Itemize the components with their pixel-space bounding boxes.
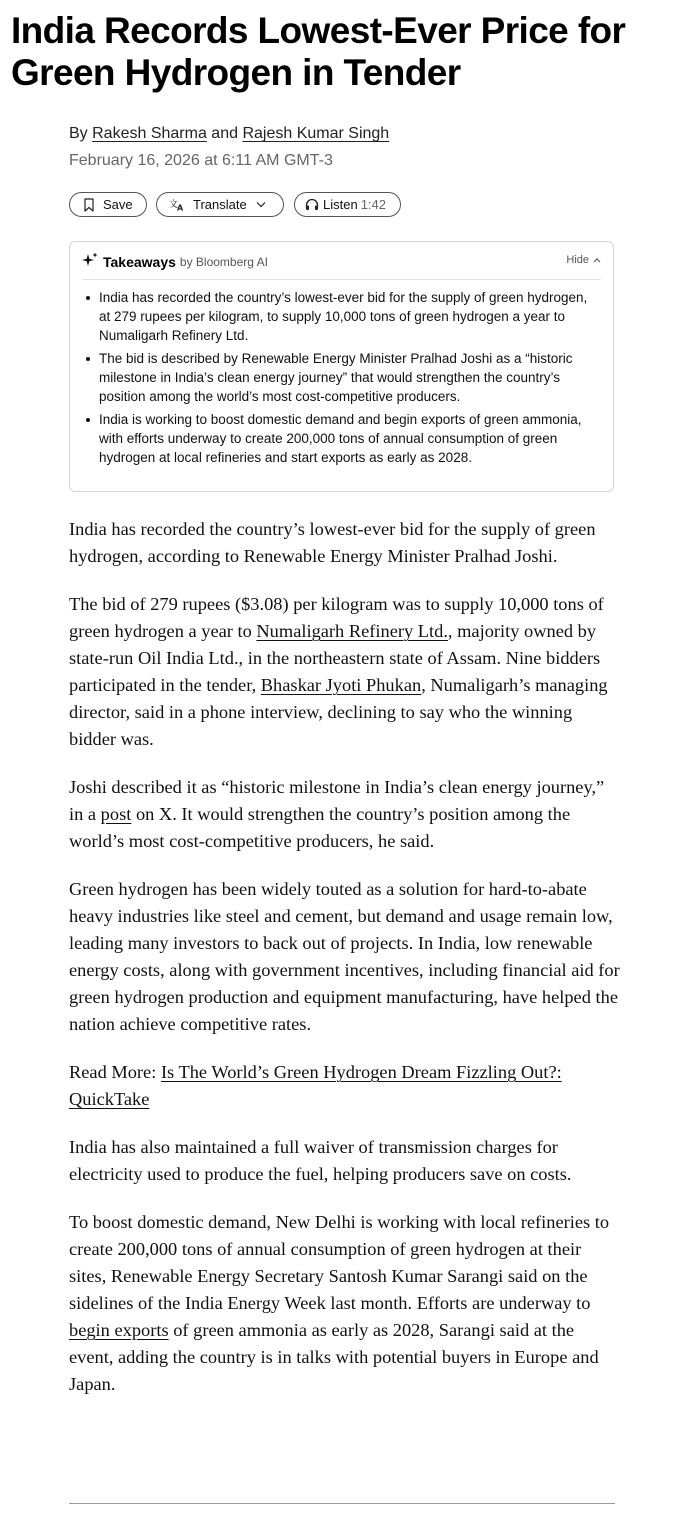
takeaways-list — [82, 288, 592, 471]
paragraph-text: on X. It would strengthen the country’s position among the world’s most cost-competitive producers, he said. — [69, 804, 571, 851]
read-more-prefix: Read More: — [69, 1062, 161, 1082]
hide-label: Hide — [566, 254, 589, 266]
takeaway-item: India has recorded the country’s lowest-ever bid for the supply of green hydrogen, at 279 rupees per kilogram, to supply 10,000 tons of green hydrogen a year to Numaligarh Refinery Ltd. — [82, 288, 592, 345]
save-label: Save — [103, 197, 133, 212]
hide-takeaways-button[interactable] — [566, 254, 601, 266]
author-link-rajesh-kumar-singh[interactable]: Rajesh Kumar Singh — [242, 125, 390, 142]
paragraph-text: of green ammonia as early as 2028, Sarangi said at the event, adding the country is in talks with potential buyers in Europe and Japan. — [69, 1320, 599, 1394]
paragraph: Green hydrogen has been widely touted as a solution for hard-to-abate heavy industries like steel and cement, but demand and usage remain low, leading many investors to back out of projects. In India, low renewable energy costs, along with government incentives, including financial aid for green hydrogen production and equipment manufacturing, have helped the nation achieve competitive rates. — [69, 879, 620, 1034]
byline-prefix: By — [69, 125, 88, 142]
author-link-rakesh-sharma[interactable]: Rakesh Sharma — [92, 125, 207, 142]
takeaways-title: Takeaways — [103, 254, 176, 270]
paragraph-text: Joshi described it as “historic milestone in India’s clean energy journey,” in a — [69, 777, 605, 824]
translate-label: Translate — [193, 197, 247, 212]
byline — [69, 124, 389, 144]
listen-button[interactable] — [294, 192, 401, 217]
bookmark-icon — [84, 198, 94, 212]
takeaway-item: India is working to boost domestic demand and begin exports of green ammonia, with efforts underway to create 200,000 tons of annual consumption of green hydrogen at local refineries and start exports as early as 2028. — [82, 410, 592, 467]
takeaways-panel — [69, 241, 614, 492]
ai-sparkle-icon — [82, 252, 98, 273]
translate-button[interactable] — [156, 192, 284, 217]
paragraph — [69, 1209, 621, 1398]
listen-label: Listen — [323, 197, 358, 212]
chevron-down-icon — [256, 201, 266, 208]
link-begin-exports[interactable]: begin exports — [69, 1320, 169, 1340]
svg-text:A: A — [177, 203, 184, 211]
paragraph: India has recorded the country’s lowest-ever bid for the supply of green hydrogen, according to Renewable Energy Minister Pralhad Joshi. — [69, 519, 596, 566]
paragraph-text: , Numaligarh’s managing director, said in a phone interview, declining to say who the winning bidder was. — [69, 675, 608, 749]
byline-conjunction: and — [211, 125, 238, 142]
svg-text:文: 文 — [169, 200, 179, 210]
link-bhaskar-jyoti-phukan[interactable]: Bhaskar Jyoti Phukan — [260, 675, 422, 695]
paragraph-text: , majority owned by state-run Oil India Ltd., in the northeastern state of Assam. Nine bidders participated in the tender, — [69, 621, 601, 695]
paragraph-text: To boost domestic demand, New Delhi is working with local refineries to create 200,000 tons of annual consumption of green hydrogen at their sites, Renewable Energy Secretary Santosh Kumar Sarangi said on the sidelines of the India Energy Week last month. Efforts are underway to — [69, 1212, 610, 1313]
article-end-divider — [69, 1503, 615, 1504]
save-button[interactable] — [69, 192, 147, 217]
takeaways-header — [82, 252, 268, 272]
publish-date: February 16, 2026 at 6:11 AM GMT-3 — [69, 152, 333, 169]
takeaway-item: The bid is described by Renewable Energy Minister Pralhad Joshi as a “historic milestone in India’s clean energy journey” that would strengthen the country’s position among the world’s most cost-competitive producers. — [82, 349, 592, 406]
paragraph — [69, 774, 621, 855]
link-read-more-quicktake[interactable]: Is The World’s Green Hydrogen Dream Fizzling Out?: QuickTake — [69, 1062, 562, 1109]
article-body — [69, 516, 621, 1419]
page-title: India Records Lowest-Ever Price for Green Hydrogen in Tender — [11, 10, 626, 93]
read-more — [69, 1059, 621, 1113]
listen-duration: 1:42 — [360, 197, 387, 212]
translate-icon — [169, 198, 184, 211]
paragraph: India has also maintained a full waiver of transmission charges for electricity used to produce the fuel, helping producers save on costs. — [69, 1137, 572, 1184]
headphones-icon — [305, 198, 319, 211]
paragraph — [69, 591, 621, 753]
chevron-up-icon — [593, 254, 601, 266]
link-numaligarh-refinery[interactable]: Numaligarh Refinery Ltd. — [256, 621, 448, 641]
takeaways-attribution: by Bloomberg AI — [179, 255, 268, 269]
takeaways-divider — [82, 279, 601, 280]
link-post-on-x[interactable]: post — [100, 804, 132, 824]
paragraph-text: The bid of 279 rupees ($3.08) per kilogram was to supply 10,000 tons of green hydrogen a year to — [69, 594, 604, 641]
